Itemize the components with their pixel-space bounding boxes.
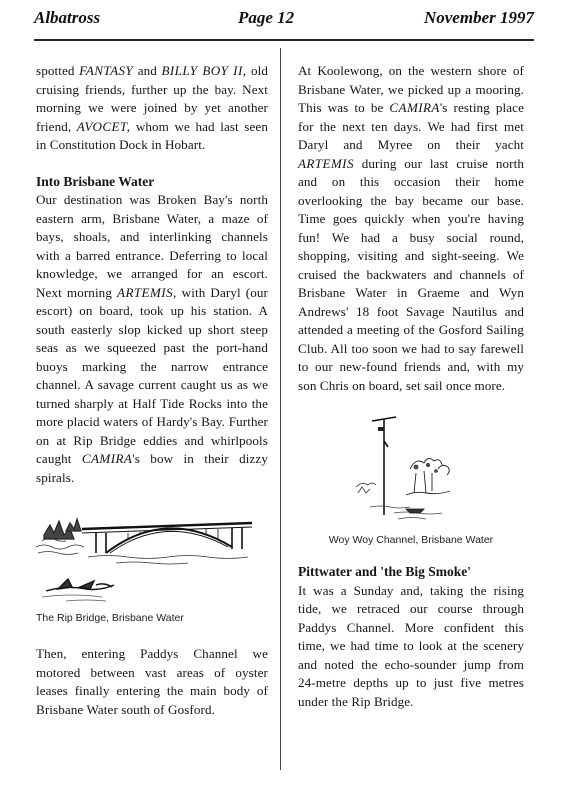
paragraph-pittwater: It was a Sunday and, taking the rising tide, we retraced our course through Paddys Channel. More confident this time, we had time to look at the scenery and noted the echo-sounder jump from 24-metre depths up to just five metres under the Rip Bridge. — [298, 582, 524, 709]
text-run: and — [133, 63, 162, 78]
newsletter-title: Albatross — [34, 8, 101, 27]
boat-name-camira: CAMIRA — [389, 100, 440, 115]
boat-name-billy-boy: BILLY BOY II, — [161, 63, 247, 78]
page-number: Page 12 — [238, 8, 295, 27]
text-run: At Koolewong, on the western shore of Brisbane Water, we picked up a mooring. This was to be — [298, 63, 524, 115]
text-run: spotted — [36, 63, 80, 78]
text-run: whom we had last seen in Constitution Dock in Hobart. — [36, 118, 268, 152]
section-heading-pittwater: Pittwater and 'the Big Smoke' — [298, 564, 471, 579]
woy-woy-channel-sketch — [298, 411, 524, 533]
left-column — [36, 62, 268, 719]
paragraph-paddys-channel: Then, entering Paddys Channel we motored between vast areas of oyster leases finally entering the main body of Brisbane Water south of Gosford. — [36, 646, 268, 717]
paragraph-destination — [36, 191, 268, 487]
rip-bridge-sketch — [36, 495, 268, 605]
boat-name-camira: CAMIRA — [81, 451, 133, 466]
rip-bridge-caption: The Rip Bridge, Brisbane Water — [36, 612, 184, 624]
text-run: during our last cruise north and on this occasion their home overlooking the bay became our base. Time goes quickly when you're having fun! We had a busy social round, shopping, visiting and sight-seeing. We cruised the backwaters and channels of Brisbane Water in Graeme and Wyn Andrews' 18 foot Savage Nautilus and attended a meeting of the Gosford Sailing Club. All too soon we had to say farewell to our new-found friends and, with my son Chris on board, set sail once more. — [298, 155, 524, 393]
boat-name-fantasy: FANTASY — [79, 63, 134, 78]
text-run: 's resting place for the next ten days. We had first met Daryl and Myree on their yacht — [298, 100, 525, 152]
rip-bridge-figure — [36, 495, 268, 625]
right-column — [298, 62, 524, 711]
text-run: Our destination was Broken Bay's north eastern arm, Brisbane Water, a maze of bays, shoals, and interlinking channels with a barred entrance. Deferring to local knowledge, we arranged for an escort. Next morning — [36, 192, 268, 300]
boat-name-artemis: ARTEMIS — [298, 155, 354, 171]
text-run: 's bow in their dizzy spirals. — [36, 451, 268, 485]
paragraph-friends — [36, 62, 268, 155]
text-run: old cruising friends, further up the bay. Next morning we were joined by yet another friend, — [36, 63, 269, 134]
woy-woy-figure — [298, 411, 524, 547]
column-divider — [280, 48, 281, 770]
paragraph-koolewong — [298, 62, 524, 395]
page-header — [34, 6, 534, 34]
section-heading-brisbane-water: Into Brisbane Water — [36, 173, 155, 189]
woy-woy-caption: Woy Woy Channel, Brisbane Water — [328, 534, 494, 546]
boat-name-artemis: ARTEMIS, — [117, 284, 177, 300]
header-rule — [34, 39, 534, 41]
issue-date: November 1997 — [423, 8, 534, 27]
text-run: with Daryl (our escort) on board, took up his station. A south easterly slop kicked up short steep seas as we squeezed past the port-hand buoys marking the narrow entrance channel. A savage current caught us as we turned sharply at Half Tide Rocks into the more placid waters of Hardy's Bay. Further on at Rip Bridge eddies and whirlpools caught — [36, 284, 269, 466]
boat-name-avocet: AVOCET, — [76, 118, 131, 134]
